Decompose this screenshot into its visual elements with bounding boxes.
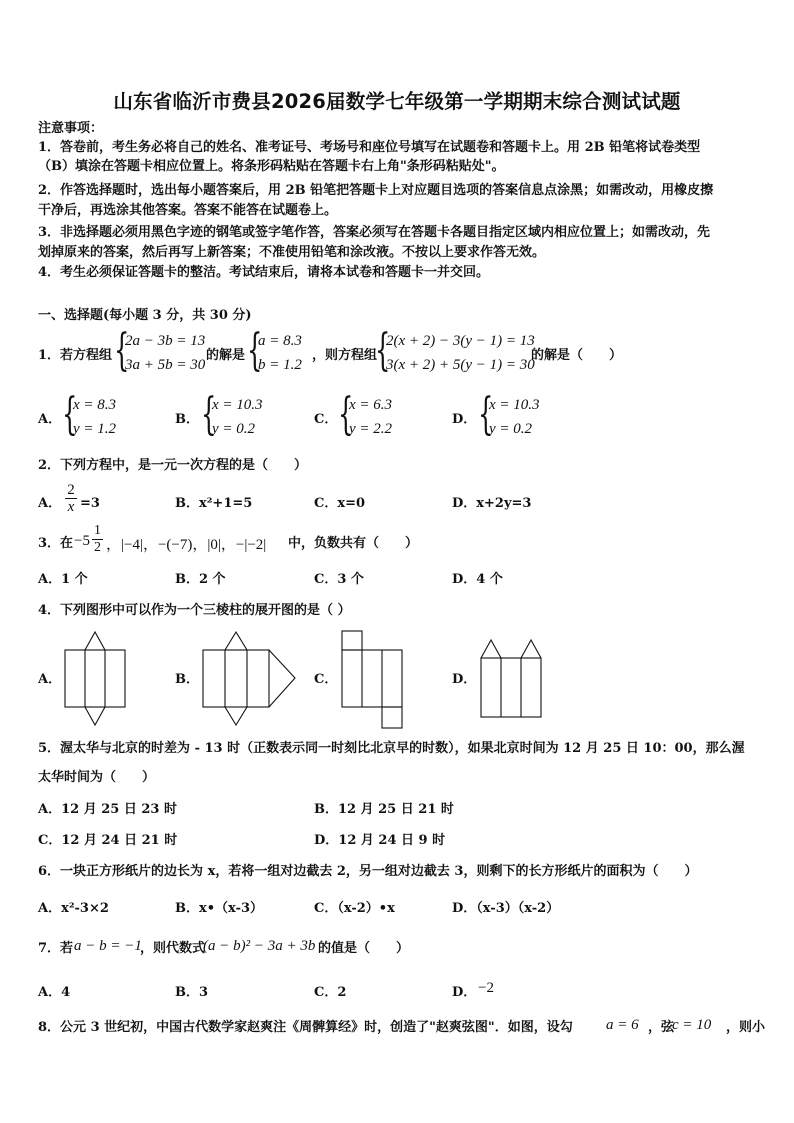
net-figure-c — [341, 630, 405, 730]
question-text: ，弦 — [648, 1020, 675, 1035]
fraction: 2 x — [64, 482, 78, 515]
question-text: 中，负数共有（ ） — [288, 536, 419, 551]
option-b: B．3 — [175, 985, 209, 1000]
notice-line: 1．答卷前，考生务必将自己的姓名、准考证号、考场号和座位号填写在试题卷和答题卡上。用 2B 铅笔将试卷类型 — [38, 140, 701, 155]
option-label: B． — [175, 412, 199, 427]
option-label: A． — [38, 412, 62, 427]
question-text: 8．公元 3 世纪初，中国古代数学家赵爽注《周髀算经》时，创造了"赵爽弦图"．如图，设勾 — [38, 1020, 573, 1035]
option-label: D． — [452, 985, 477, 1000]
option-c: C．2 — [314, 985, 347, 1000]
option-b: B．12 月 25 日 21 时 — [314, 802, 454, 817]
option-d: D．4 个 — [452, 572, 503, 587]
math-expression: a = 6 — [606, 1017, 639, 1033]
question-text: ，则小 — [726, 1020, 766, 1035]
option-a: A．1 个 — [38, 572, 88, 587]
option-a: A．12 月 25 日 23 时 — [38, 802, 177, 817]
math-expression: a − b = −1 — [74, 938, 142, 954]
page-title: 山东省临沂市费县2026届数学七年级第一学期期末综合测试试题 — [113, 90, 681, 113]
option-d: D．x+2y=3 — [452, 496, 532, 511]
question-text: 若方程组 — [60, 348, 113, 363]
question-number: 1． — [38, 348, 61, 363]
option-label: A． — [38, 496, 62, 511]
option-c: C．12 月 24 日 21 时 — [38, 833, 178, 848]
section-heading: 一、选择题(每小题 3 分，共 30 分) — [38, 308, 252, 323]
question-text: 5．渥太华与北京的时差为 - 13 时（正数表示同一时刻比北京早的时数），如果北京时间为 12 月 25 日 10：00，那么渥 — [38, 741, 745, 756]
math-term: ，|−4|，−(−7)，|0|，−|−2| — [106, 537, 267, 553]
net-figure-d — [480, 638, 544, 720]
option-label: C． — [314, 412, 338, 427]
option-label: A． — [38, 672, 62, 687]
question-text: 的值是（ ） — [318, 941, 410, 956]
math-term: −5 — [74, 533, 90, 549]
option-b: B．x²+1=5 — [175, 496, 253, 511]
question-text: 4．下列图形中可以作为一个三棱柱的展开图的是（ ） — [38, 603, 351, 618]
notice-line: 2．作答选择题时，选出每小题答案后，用 2B 铅笔把答题卡上对应题目选项的答案信息点涂黑；如需改动，用橡皮擦 — [38, 183, 714, 198]
option-a: =3 — [80, 496, 100, 511]
option-c: C．（x-2）•x — [314, 901, 395, 916]
notice-line: 干净后，再选涂其他答案。答案不能答在试题卷上。 — [38, 203, 338, 218]
notice-heading: 注意事项： — [38, 121, 104, 136]
option-d: D．（x-3）（x-2） — [452, 901, 560, 916]
math-expression: c = 10 — [672, 1017, 712, 1033]
notice-line: 划掉原来的答案，然后再写上新答案；不准使用铅笔和涂改液。不按以上要求作答无效。 — [38, 245, 546, 260]
option-c: C．x=0 — [314, 496, 366, 511]
option-label: C． — [314, 672, 338, 687]
fraction: 1 2 — [94, 523, 101, 555]
notice-line: 3．非选择题必须用黑色字迹的钢笔或签字笔作答，答案必须写在答题卡各题目指定区域内相应位置上；如需改动，先 — [38, 225, 711, 240]
option-c: C．3 个 — [314, 572, 364, 587]
option-label: B． — [175, 672, 199, 687]
question-text: 2．下列方程中，是一元一次方程的是（ ） — [38, 458, 308, 473]
question-text: ，则代数式 — [140, 941, 206, 956]
option-b: B．2 个 — [175, 572, 226, 587]
option-d: −2 — [478, 980, 494, 996]
net-figure-a — [64, 630, 128, 728]
question-number: 7．若 — [38, 941, 74, 956]
question-text: 6．一块正方形纸片的边长为 x，若将一组对边截去 2，另一组对边截去 3，则剩下的长方形纸片的面积为（ ） — [38, 864, 698, 879]
question-text: 的解是 — [206, 348, 246, 363]
notice-line: 4．考生必须保证答题卡的整洁。考试结束后，请将本试卷和答题卡一并交回。 — [38, 265, 490, 280]
net-figure-b — [202, 630, 298, 728]
notice-line: （B）填涂在答题卡相应位置上。将条形码粘贴在答题卡右上角"条形码粘贴处"。 — [38, 159, 505, 174]
option-d: D．12 月 24 日 9 时 — [314, 833, 446, 848]
question-text: 的解是（ ） — [531, 348, 623, 363]
math-expression: (a − b)² − 3a + 3b — [203, 938, 316, 954]
option-label: D． — [452, 672, 477, 687]
option-a: A．4 — [38, 985, 71, 1000]
question-text: 太华时间为（ ） — [38, 770, 156, 785]
question-text: ，则方程组 — [312, 348, 378, 363]
question-number: 3．在 — [38, 536, 74, 551]
option-a: A．x²-3×2 — [38, 901, 109, 916]
option-label: D． — [452, 412, 477, 427]
option-b: B．x•（x-3） — [175, 901, 264, 916]
